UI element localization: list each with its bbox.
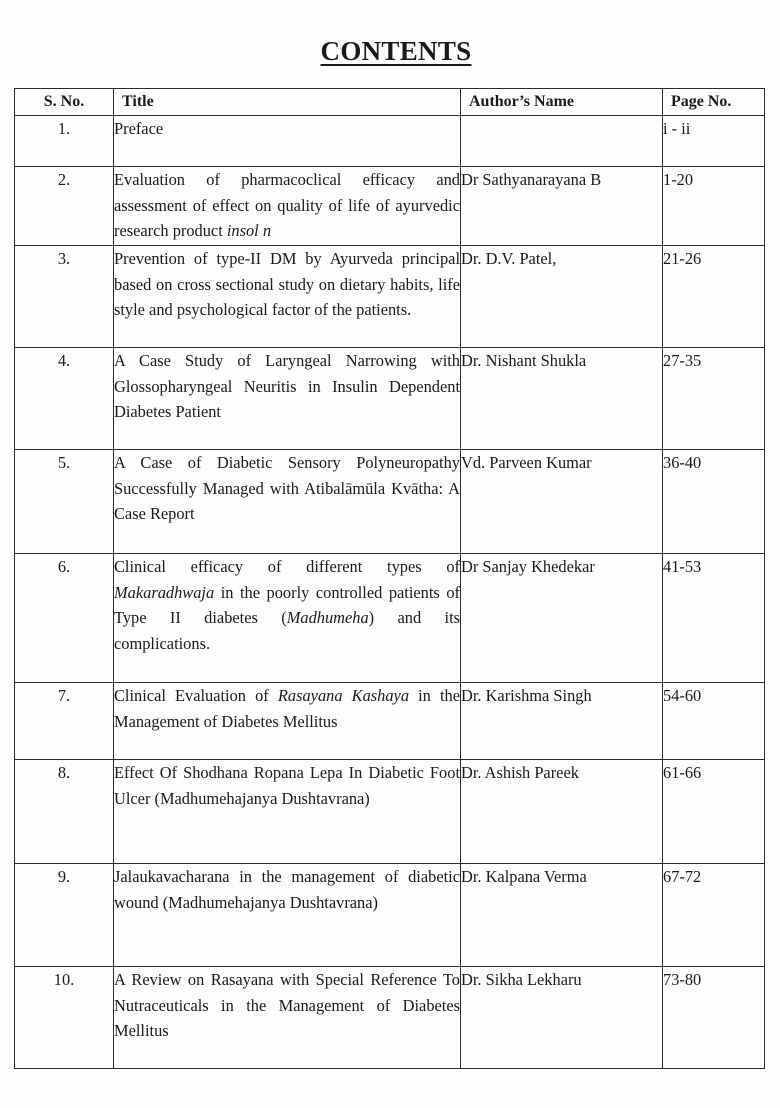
title-segment: Clinical efficacy of different types of <box>114 557 460 576</box>
column-header-author: Author’s Name <box>461 89 663 116</box>
author-name: Dr. Karishma Singh <box>461 683 663 760</box>
article-title <box>114 450 461 554</box>
page-range: 36-40 <box>663 450 765 554</box>
article-title <box>114 554 461 683</box>
title-italic-segment: Rasayana Kashaya <box>277 686 410 705</box>
table-row <box>15 246 765 348</box>
title-segment: in the poorly controlled patients of Type II diabetes ( <box>114 582 460 627</box>
title-italic-segment: Makaradhwaja <box>114 582 215 602</box>
table-row <box>15 450 765 554</box>
column-header-title: Title <box>114 89 461 116</box>
title-segment: A Case of Diabetic Sensory Polyneuropathy Successfully Managed with Atibalāmūla Kvātha: A Case Report <box>114 453 460 523</box>
serial-number: 3. <box>15 246 114 348</box>
table-row <box>15 967 765 1069</box>
serial-number: 7. <box>15 683 114 760</box>
title-segment: A Case Study of Laryngeal Narrowing with Glossopharyngeal Neuritis in Insulin Dependent Diabetes Patient <box>114 351 460 421</box>
author-name: Dr Sathyanarayana B <box>461 167 663 246</box>
title-segment: Clinical Evaluation of <box>114 686 278 705</box>
page-range: 1-20 <box>663 167 765 246</box>
page-range: 61-66 <box>663 760 765 864</box>
article-title <box>114 167 461 246</box>
author-name: Dr. Nishant Shukla <box>461 348 663 450</box>
title-segment: Prevention of type-II DM by Ayurveda principal based on cross sectional study on dietary habits, life style and psychological factor of the patients. <box>114 249 460 319</box>
table-row <box>15 348 765 450</box>
title-segment: A Review on Rasayana with Special Reference To Nutraceuticals in the Management of Diabetes Mellitus <box>114 970 460 1040</box>
page-range: 27-35 <box>663 348 765 450</box>
serial-number: 6. <box>15 554 114 683</box>
serial-number: 8. <box>15 760 114 864</box>
author-name: Vd. Parveen Kumar <box>461 450 663 554</box>
article-title <box>114 116 461 167</box>
author-name: Dr. Kalpana Verma <box>461 864 663 967</box>
title-segment: Preface <box>114 119 164 138</box>
table-row <box>15 864 765 967</box>
title-italic-segment: Madhumeha <box>286 608 369 627</box>
page-range: 54-60 <box>663 683 765 760</box>
page-range: 67-72 <box>663 864 765 967</box>
page-range: 73-80 <box>663 967 765 1069</box>
table-row <box>15 116 765 167</box>
article-title <box>114 967 461 1069</box>
column-header-page: Page No. <box>663 89 765 116</box>
title-italic-segment: insol n <box>226 221 272 240</box>
title-segment: ) and its complications. <box>114 608 460 653</box>
article-title <box>114 760 461 864</box>
contents-table <box>14 88 765 1069</box>
column-header-sno: S. No. <box>15 89 114 116</box>
serial-number: 9. <box>15 864 114 967</box>
page-range: i - ii <box>663 116 765 167</box>
table-row <box>15 554 765 683</box>
serial-number: 5. <box>15 450 114 554</box>
article-title <box>114 864 461 967</box>
author-name: Dr Sanjay Khedekar <box>461 554 663 683</box>
serial-number: 2. <box>15 167 114 246</box>
title-segment: Evaluation of pharmacoclical efficacy and assessment of effect on quality of life of ayurvedic research product <box>114 170 460 240</box>
page-title: CONTENTS <box>320 36 472 66</box>
title-segment: in the Management of Diabetes Mellitus <box>114 686 461 731</box>
table-row <box>15 760 765 864</box>
author-name: Dr. D.V. Patel, <box>461 246 663 348</box>
table-row <box>15 683 765 760</box>
serial-number: 10. <box>15 967 114 1069</box>
header-row <box>15 89 765 116</box>
article-title <box>114 246 461 348</box>
table-row <box>15 167 765 246</box>
author-name: Dr. Ashish Pareek <box>461 760 663 864</box>
page-range: 41-53 <box>663 554 765 683</box>
serial-number: 4. <box>15 348 114 450</box>
article-title <box>114 348 461 450</box>
serial-number: 1. <box>15 116 114 167</box>
page-range: 21-26 <box>663 246 765 348</box>
author-name <box>461 116 663 167</box>
author-name: Dr. Sikha Lekharu <box>461 967 663 1069</box>
title-segment: Jalaukavacharana in the management of diabetic wound (Madhumehajanya Dushtavrana) <box>114 867 460 912</box>
title-segment: Effect Of Shodhana Ropana Lepa In Diabetic Foot Ulcer (Madhumehajanya Dushtavrana) <box>114 763 460 808</box>
article-title <box>114 683 461 760</box>
